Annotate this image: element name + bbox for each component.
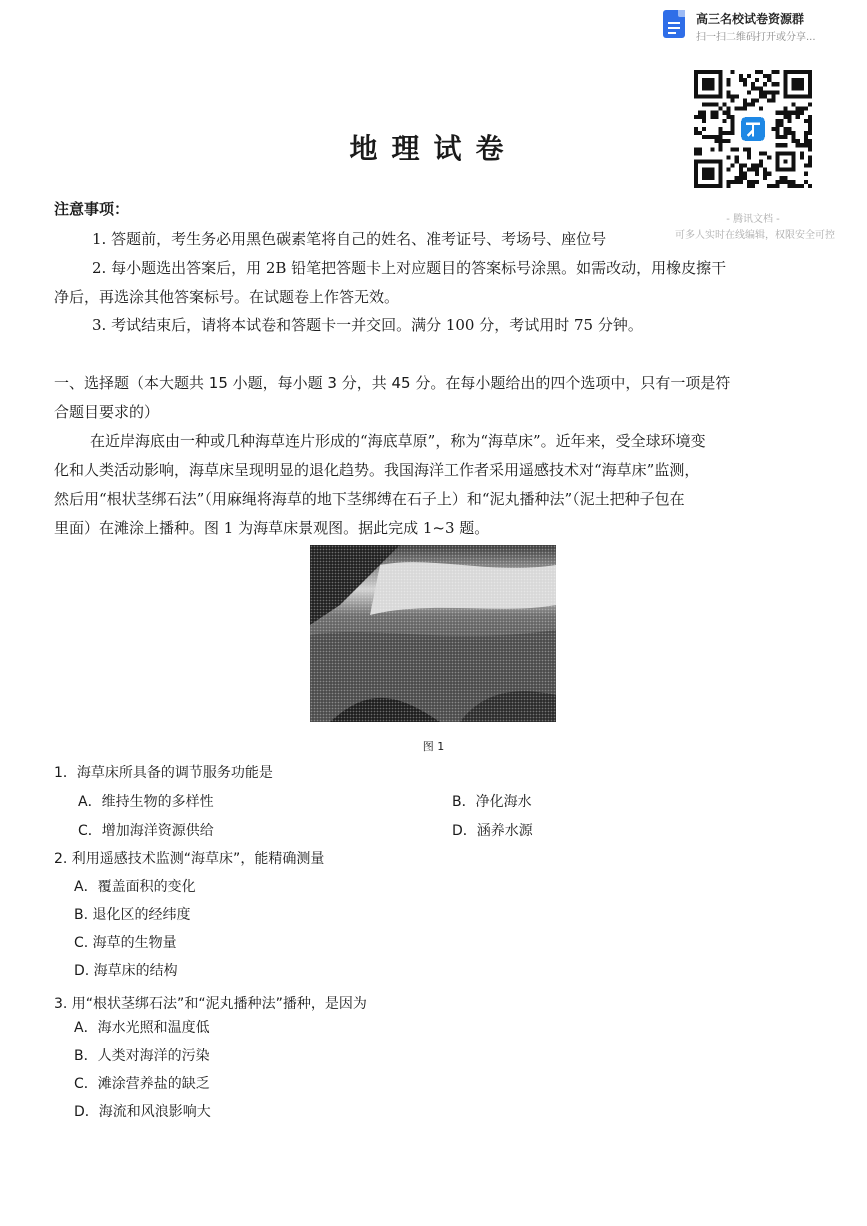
question-1-option-b[interactable]: B．净化海水 <box>452 794 532 810</box>
question-3-option-a[interactable]: A．海水光照和温度低 <box>74 1020 210 1036</box>
notice-item-2: 2. 每小题选出答案后，用 2B 铅笔把答题卡上对应题目的答案标号涂黑。如需改动，用橡皮擦干 <box>92 259 727 277</box>
watermark-line-2: 可多人实时在线编辑，权限安全可控 <box>675 230 835 241</box>
question-3-option-c[interactable]: C．滩涂营养盐的缺乏 <box>74 1076 210 1092</box>
qr-code[interactable] <box>694 70 812 188</box>
badge-title: 高三名校试卷资源群 <box>696 12 805 26</box>
passage-line-1: 在近岸海底由一种或几种海草连片形成的“海底草原”，称为“海草床”。近年来，受全球环境变 <box>90 432 706 450</box>
badge-subtitle[interactable]: 扫一扫二维码打开或分享... <box>696 32 816 43</box>
question-1-option-c[interactable]: C．增加海洋资源供给 <box>78 823 214 839</box>
section-heading: 一、选择题（本大题共 15 小题，每小题 3 分，共 45 分。在每小题给出的四个选项中，只有一项是符 <box>54 374 731 392</box>
passage-line-2: 化和人类活动影响，海草床呈现明显的退化趋势。我国海洋工作者采用遥感技术对“海草床”监测， <box>54 461 700 479</box>
question-3-option-b[interactable]: B．人类对海洋的污染 <box>74 1048 210 1064</box>
question-2-option-d[interactable]: D. 海草床的结构 <box>74 963 178 979</box>
question-2-stem: 2. 利用遥感技术监测“海草床”，能精确测量 <box>54 851 325 867</box>
question-2-option-b[interactable]: B. 退化区的经纬度 <box>74 907 191 923</box>
passage-line-4: 里面）在滩涂上播种。图 1 为海草床景观图。据此完成 1~3 题。 <box>54 519 490 537</box>
question-1-option-d[interactable]: D．涵养水源 <box>452 823 533 839</box>
section-heading-cont: 合题目要求的） <box>54 403 160 421</box>
watermark-line-1: - 腾讯文档 - <box>726 214 780 225</box>
question-2-option-c[interactable]: C. 海草的生物量 <box>74 935 177 951</box>
question-1-option-a[interactable]: A．维持生物的多样性 <box>78 794 214 810</box>
document-icon <box>663 10 685 38</box>
question-2-option-a[interactable]: A．覆盖面积的变化 <box>74 879 196 895</box>
passage-line-3: 然后用“根状茎绑石法”（用麻绳将海草的地下茎绑缚在石子上）和“泥丸播种法”（泥土把种子包在 <box>54 490 685 508</box>
notice-item-2-cont: 净后，再选涂其他答案标号。在试题卷上作答无效。 <box>54 288 400 306</box>
question-3-stem: 3. 用“根状茎绑石法”和“泥丸播种法”播种，是因为 <box>54 996 367 1012</box>
question-3-option-d[interactable]: D．海流和风浪影响大 <box>74 1104 211 1120</box>
seagrass-bed-photo <box>310 545 556 722</box>
notice-item-3: 3. 考试结束后，请将本试卷和答题卡一并交回。满分 100 分，考试用时 75 分钟。 <box>92 316 643 334</box>
notice-item-1: 1. 答题前，考生务必用黑色碳素笔将自己的姓名、准考证号、考场号、座位号 <box>92 230 607 248</box>
notice-heading: 注意事项： <box>54 200 130 218</box>
figure-caption: 图 1 <box>422 740 445 753</box>
question-1-stem: 1．海草床所具备的调节服务功能是 <box>54 765 273 781</box>
page-title: 地理试卷 <box>349 132 518 165</box>
